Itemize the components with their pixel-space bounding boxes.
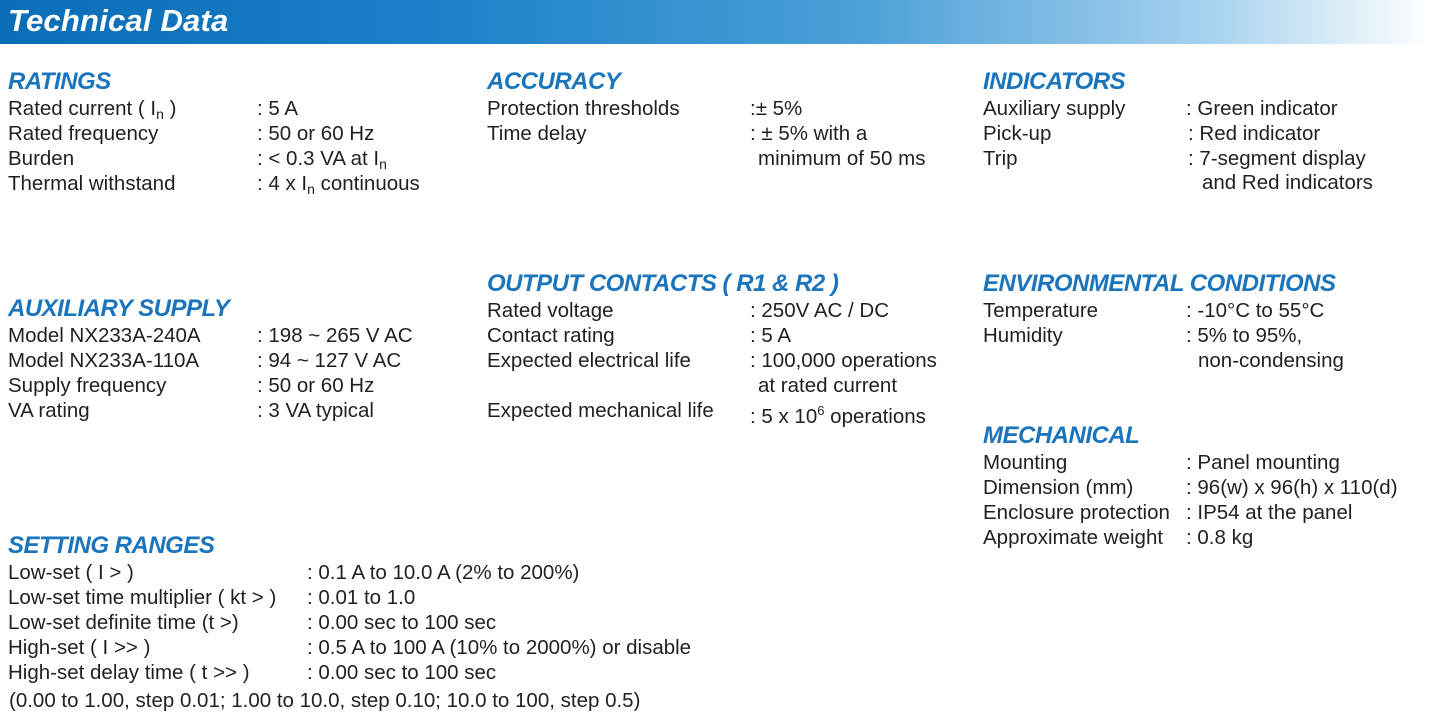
env-value: : -10°C to 55°C [1186, 299, 1325, 322]
indicators-value: : Red indicator [1188, 122, 1321, 145]
env-label: Humidity [983, 324, 1063, 347]
indicators-section [983, 68, 1423, 198]
setting-value: : 0.5 A to 100 A (10% to 2000%) or disable [307, 636, 692, 659]
mech-value: : 96(w) x 96(h) x 110(d) [1186, 476, 1398, 499]
mech-value: : 0.8 kg [1186, 526, 1254, 549]
indicators-title: INDICATORS [983, 68, 1126, 95]
ratings-value: : 4 x $I_n$ continuous [257, 172, 420, 197]
mechanical-section [983, 422, 1423, 557]
ratings-value: : 50 or 60 Hz [257, 122, 375, 145]
output-label: Expected electrical life [487, 349, 691, 372]
output-value: : 5 A [750, 324, 792, 347]
output-value: at rated current [758, 374, 898, 397]
mech-value: : IP54 at the panel [1186, 501, 1353, 524]
accuracy-section [487, 68, 967, 178]
accuracy-label: Time delay [487, 122, 587, 145]
indicators-value: and Red indicators [1202, 171, 1373, 194]
ratings-title: RATINGS [8, 68, 111, 95]
indicators-label: Auxiliary supply [983, 97, 1126, 120]
accuracy-value: :± 5% [750, 97, 803, 120]
setting-value: : 0.1 A to 10.0 A (2% to 200%) [307, 561, 580, 584]
setting-label: High-set delay time ( t >> ) [8, 661, 250, 684]
ratings-value: : 5 A [257, 97, 299, 120]
ratings-label: Thermal withstand [8, 172, 176, 195]
indicators-value: : Green indicator [1186, 97, 1338, 120]
output-label: Expected mechanical life [487, 399, 714, 422]
aux-label: Model NX233A-110A [8, 349, 200, 372]
env-value: non-condensing [1198, 349, 1344, 372]
env-label: Temperature [983, 299, 1099, 322]
setting-label: Low-set ( I > ) [8, 561, 134, 584]
ratings-label: Rated current ( $I_n$ ) [8, 97, 177, 122]
output-label: Rated voltage [487, 299, 614, 322]
output-contacts-title: OUTPUT CONTACTS ( R1 & R2 ) [487, 270, 839, 297]
aux-value: : 94 ~ 127 V AC [257, 349, 402, 372]
aux-label: Supply frequency [8, 374, 167, 397]
setting-label: Low-set time multiplier ( kt > ) [8, 586, 277, 609]
ratings-section [8, 68, 478, 203]
output-value: : 250V AC / DC [750, 299, 890, 322]
environmental-title: ENVIRONMENTAL CONDITIONS [983, 270, 1336, 297]
aux-value: : 3 VA typical [257, 399, 374, 422]
output-value: : 100,000 operations [750, 349, 937, 372]
accuracy-value: minimum of 50 ms [758, 147, 926, 170]
setting-label: Low-set definite time (t >) [8, 611, 239, 634]
indicators-label: Trip [983, 147, 1018, 170]
header-banner [0, 0, 1431, 44]
auxiliary-supply-title: AUXILIARY SUPPLY [8, 295, 230, 322]
indicators-label: Pick-up [983, 122, 1052, 145]
mech-label: Mounting [983, 451, 1068, 474]
page-title: Technical Data [8, 3, 229, 38]
setting-value: : 0.00 sec to 100 sec [307, 661, 497, 684]
indicators-value: : 7-segment display [1188, 147, 1366, 170]
output-value: : 5 x $10^6$ operations [750, 403, 926, 428]
setting-ranges-title: SETTING RANGES [8, 532, 215, 559]
setting-value: : 0.00 sec to 100 sec [307, 611, 497, 634]
mech-label: Enclosure protection [983, 501, 1170, 524]
mech-label: Approximate weight [983, 526, 1164, 549]
setting-value: : 0.01 to 1.0 [307, 586, 416, 609]
aux-label: Model NX233A-240A [8, 324, 201, 347]
setting-label: High-set ( I >> ) [8, 636, 151, 659]
aux-value: : 198 ~ 265 V AC [257, 324, 413, 347]
ratings-label: Burden [8, 147, 75, 170]
accuracy-title: ACCURACY [487, 68, 621, 95]
mechanical-title: MECHANICAL [983, 422, 1140, 449]
setting-ranges-note: (0.00 to 1.00, step 0.01; 1.00 to 10.0, step 0.10; 10.0 to 100, step 0.5) [9, 689, 641, 712]
mech-label: Dimension (mm) [983, 476, 1134, 499]
ratings-value: : < 0.3 VA at $I_n$ [257, 147, 387, 172]
output-label: Contact rating [487, 324, 615, 347]
accuracy-value: : ± 5% with a [750, 122, 868, 145]
ratings-label: Rated frequency [8, 122, 159, 145]
accuracy-label: Protection thresholds [487, 97, 680, 120]
mech-value: : Panel mounting [1186, 451, 1340, 474]
env-value: : 5% to 95%, [1186, 324, 1303, 347]
output-contacts-section [487, 270, 967, 430]
setting-ranges-section [8, 532, 908, 718]
aux-value: : 50 or 60 Hz [257, 374, 375, 397]
auxiliary-supply-section [8, 295, 478, 430]
aux-label: VA rating [8, 399, 90, 422]
environmental-section [983, 270, 1423, 380]
